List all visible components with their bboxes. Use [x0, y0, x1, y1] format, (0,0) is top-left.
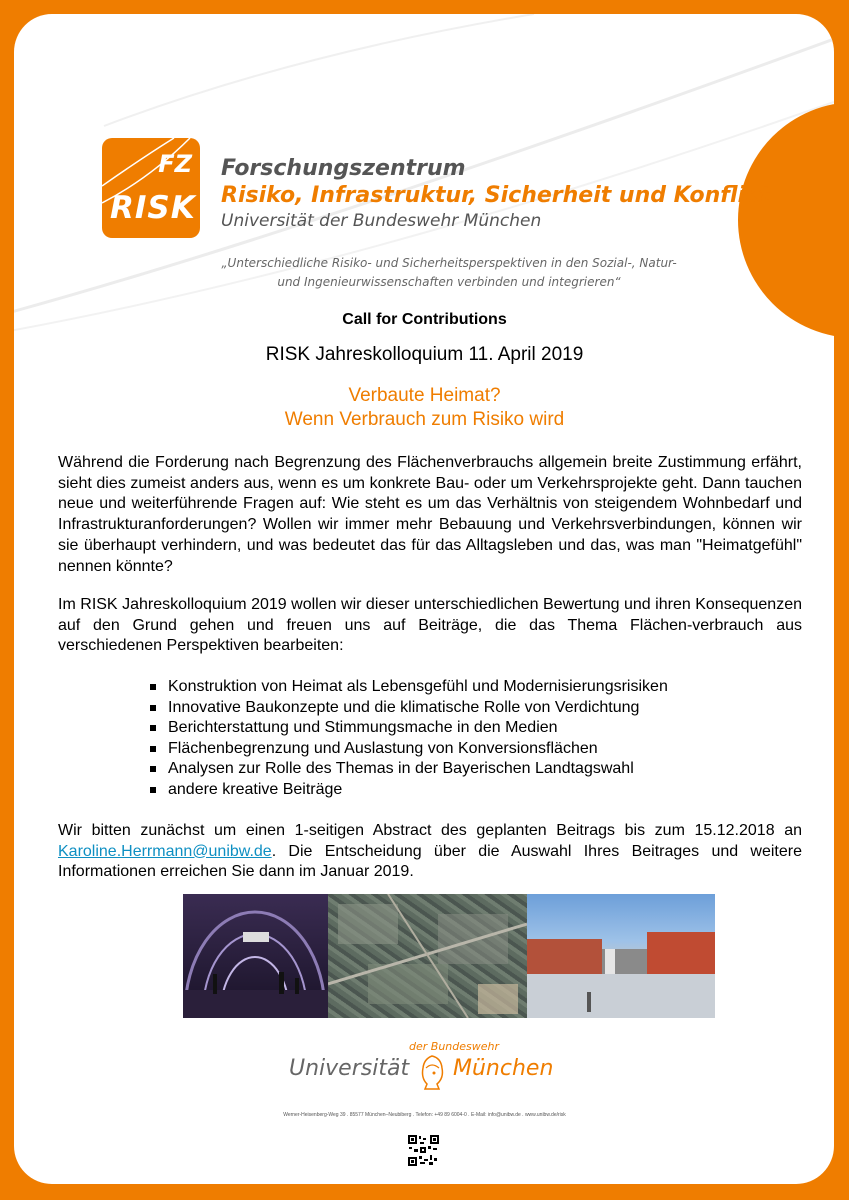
deco-swoosh-3 — [104, 14, 534, 126]
uni-logo-right: München — [453, 1056, 554, 1081]
paragraph-intro: Während die Forderung nach Begrenzung des Flächenverbrauchs allgemein breite Zustimmung erfährt, sieht dies zumeist anders aus, wenn es um konkrete Bau- oder um Verkehrsprojekte geht. Dann tauchen neue und weiterführende Fragen auf: Wie steht es um das Verhältnis von steigendem Wohnbedarf und Infrastrukturanforderungen? Wollen wir immer mehr Bebauung und Verkehrsverbindungen, können wir sie überhaupt verhindern, und was bedeutet das für das Alltagsleben und das, was man "Heimatgefühl" nennen könnte? — [58, 454, 802, 575]
list-item: andere kreative Beiträge — [148, 780, 668, 801]
aerial-illustration — [328, 894, 527, 1018]
motto — [164, 254, 734, 292]
logo-fz: FZ — [158, 150, 192, 178]
university-logo — [289, 1040, 569, 1090]
campus-illustration — [527, 894, 715, 1018]
call-title: Call for Contributions — [342, 311, 507, 328]
org-line-1: Forschungszentrum — [221, 156, 466, 181]
email-link[interactable]: Karoline.Herrmann@unibw.de — [58, 842, 272, 860]
risk-logo — [102, 138, 200, 238]
org-line-2: Risiko, Infrastruktur, Sicherheit und Konflikt — [221, 183, 771, 208]
topic-list — [148, 677, 668, 800]
logo-risk: RISK — [110, 190, 196, 226]
event-title: RISK Jahreskolloquium 11. April 2019 — [265, 344, 584, 365]
photo-aerial-city — [328, 894, 527, 1018]
list-item: Berichterstattung und Stimmungsmache in den Medien — [148, 718, 668, 739]
closing-text-after: . Die Entscheidung über die Auswahl Ihres Beitrages und weitere Informationen erreichen Sie dann im Januar 2019. — [58, 842, 802, 881]
uni-logo-small: der Bundeswehr — [409, 1040, 499, 1053]
tunnel-illustration — [183, 894, 328, 1018]
topic-line-2: Wenn Verbrauch zum Risiko wird — [284, 409, 565, 430]
motto-line-1: „Unterschiedliche Risiko- und Sicherheitsperspektiven in den Sozial-, Natur- — [221, 256, 677, 270]
topic-line-1: Verbaute Heimat? — [348, 385, 501, 406]
photo-tunnel — [183, 894, 328, 1018]
address-line: Werner-Heisenberg-Weg 39 . 85577 München–Neubiberg . Telefon: +49 89 6004-0 . E-Mail: info@unibw.de . www.unibw.de/risk — [283, 1112, 566, 1118]
paragraph-closing — [58, 821, 802, 883]
uni-logo-left: Universität — [289, 1056, 410, 1081]
list-item: Analysen zur Rolle des Themas in der Bayerischen Landtagswahl — [148, 759, 668, 780]
topic-title — [0, 384, 849, 432]
qr-code-icon — [408, 1135, 439, 1166]
paragraph-colloquium: Im RISK Jahreskolloquium 2019 wollen wir dieser unterschiedlichen Bewertung und ihren Konsequenzen auf den Grund gehen und freuen uns auf Beiträge, die das Thema Flächen-verbrauch aus verschiedenen Perspektiven bearbeiten: — [58, 596, 802, 655]
list-item: Innovative Baukonzepte und die klimatische Rolle von Verdichtung — [148, 698, 668, 719]
organization-name — [221, 156, 770, 234]
athena-crest-icon — [417, 1054, 447, 1090]
closing-text-before: Wir bitten zunächst um einen 1-seitigen Abstract des geplanten Beitrags bis zum 15.12.2018 an — [58, 822, 802, 839]
photo-strip — [183, 894, 715, 1018]
list-item: Konstruktion von Heimat als Lebensgefühl und Modernisierungsrisiken — [148, 677, 668, 698]
org-line-3: Universität der Bundeswehr München — [221, 211, 542, 231]
photo-campus — [527, 894, 715, 1018]
list-item: Flächenbegrenzung und Auslastung von Konversionsflächen — [148, 739, 668, 760]
motto-line-2: und Ingenieurwissenschaften verbinden und integrieren“ — [277, 275, 621, 289]
